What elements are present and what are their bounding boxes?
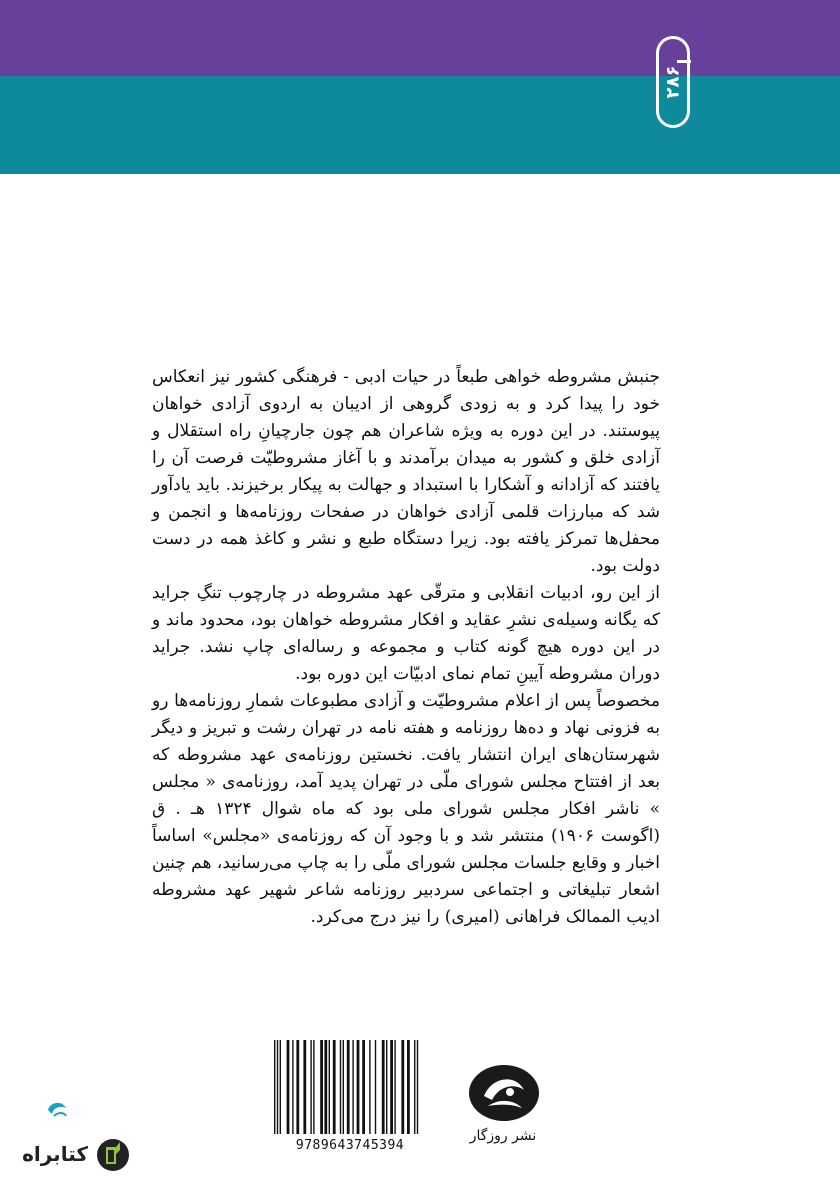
barcode-bar bbox=[401, 1040, 404, 1134]
barcode-bar bbox=[369, 1040, 370, 1134]
barcode-bar bbox=[313, 1040, 314, 1134]
barcode-bar bbox=[324, 1040, 327, 1134]
barcode-bar bbox=[417, 1040, 418, 1134]
barcode-bar bbox=[390, 1040, 393, 1134]
paragraph-3: مخصوصاً پس از اعلام مشروطیّت و آزادی مطبوعات شمارِ روزنامه‌ها رو به فزونی نهاد و ده‌ها روزنامه و هفته نامه در تهران رشت و تبریز و دیگر شهرستان‌های ایران انتشار یافت. نخستین روزنامه‌ی عهد مشروطه که بعد از افتتاح مجلس شورای ملّی در تهران پدید آمد، روزنامه‌ی « مجلس » ناشر افکار مجلس شورای ملی بود که ماه شوال ۱۳۲۴ هـ . ق (اگوست ۱۹۰۶) منتشر شد و با وجود آن که روزنامه‌ی «مجلس» اساساً اخبار و وقایع جلسات مجلس شورای ملّی را به چاپ می‌رسانید، هم چنین اشعار تبلیغاتی و اجتماعی سردبیر روزنامه شاعر شهیر عهد مشروطه ادیب الممالک فراهانی (امیری) را نیز درج می‌کرد. bbox=[152, 691, 660, 927]
barcode-bar bbox=[310, 1040, 311, 1134]
back-cover-text bbox=[152, 364, 660, 931]
ketabrah-name: کتابراه bbox=[22, 1142, 88, 1166]
paragraph-2: از این رو، ادبیات انقلابی و مترقّی عهد مشروطه در چارچوب تنگِ جراید که یگانه وسیله‌ی نشرِ عقاید و افکار مشروطه خواهان بود، محدود ماند و در این دوره هیچ گونه کتاب و مجموعه و رساله‌ای چاپ نشد. جراید دوران مشروطه آیینِ تمام نمای ادبیّات این دوره بود. bbox=[152, 583, 660, 684]
barcode-bar bbox=[352, 1040, 353, 1134]
publisher-logo-icon bbox=[466, 1062, 542, 1124]
barcode-bar bbox=[333, 1040, 336, 1134]
barcode-bar bbox=[382, 1040, 385, 1134]
ketabrah-brand bbox=[22, 1134, 130, 1178]
price-badge bbox=[656, 36, 690, 128]
barcode-bar bbox=[287, 1040, 290, 1134]
barcode-bar bbox=[340, 1040, 341, 1134]
distributor-logo-icon bbox=[44, 1096, 70, 1122]
price-badge-number: ۲۸۶ bbox=[662, 65, 684, 99]
isbn-number: 9789643745394 bbox=[295, 1138, 405, 1153]
barcode-bars bbox=[270, 1040, 430, 1136]
barcode-bar bbox=[414, 1040, 415, 1134]
barcode-bar bbox=[362, 1040, 365, 1134]
barcode-bar bbox=[347, 1040, 350, 1134]
publisher-name: نشر روزگار bbox=[469, 1128, 537, 1144]
barcode-bar bbox=[329, 1040, 330, 1134]
barcode-bar bbox=[343, 1040, 344, 1134]
barcode-bar bbox=[292, 1040, 293, 1134]
barcode-bar bbox=[375, 1040, 376, 1134]
header-band-teal bbox=[0, 76, 840, 174]
barcode-bar bbox=[277, 1040, 278, 1134]
barcode-bar bbox=[303, 1040, 306, 1134]
barcode-bar bbox=[386, 1040, 387, 1134]
barcode-bar bbox=[357, 1040, 360, 1134]
barcode-bar bbox=[274, 1040, 275, 1134]
barcode-bar bbox=[320, 1040, 323, 1134]
barcode-bar bbox=[394, 1040, 395, 1134]
badge-tick bbox=[677, 60, 691, 63]
ketabrah-logo-icon bbox=[96, 1138, 130, 1172]
barcode-bar bbox=[280, 1040, 281, 1134]
isbn-barcode bbox=[268, 1040, 432, 1158]
barcode-bar bbox=[407, 1040, 410, 1134]
barcode-bar bbox=[296, 1040, 299, 1134]
header-band-purple bbox=[0, 0, 840, 76]
paragraph-1: جنبش مشروطه خواهی طبعاً در حیات ادبی - فرهنگی کشور نیز انعکاس خود را پیدا کرد و به زودی گروهی از ادیبان به اردوی آزادی خواهان پیوستند. در این دوره به ویژه شاعران هم چون جارچیانِ راه استقلال و آزادی خلق و کشور به میدان برآمدند و با آغاز مشروطیّت فرصت آن را یافتند که آزادانه و آشکارا با استبداد و جهالت به پیکار برخیزند. باید یادآور شد که مبارزات قلمی آزادی خواهان در صفحات روزنامه‌ها و انجمن و محفل‌ها تمرکز یافته بود. زیرا دستگاه طبع و نشر و کاغذ همه در دست دولت بود. bbox=[152, 367, 660, 576]
